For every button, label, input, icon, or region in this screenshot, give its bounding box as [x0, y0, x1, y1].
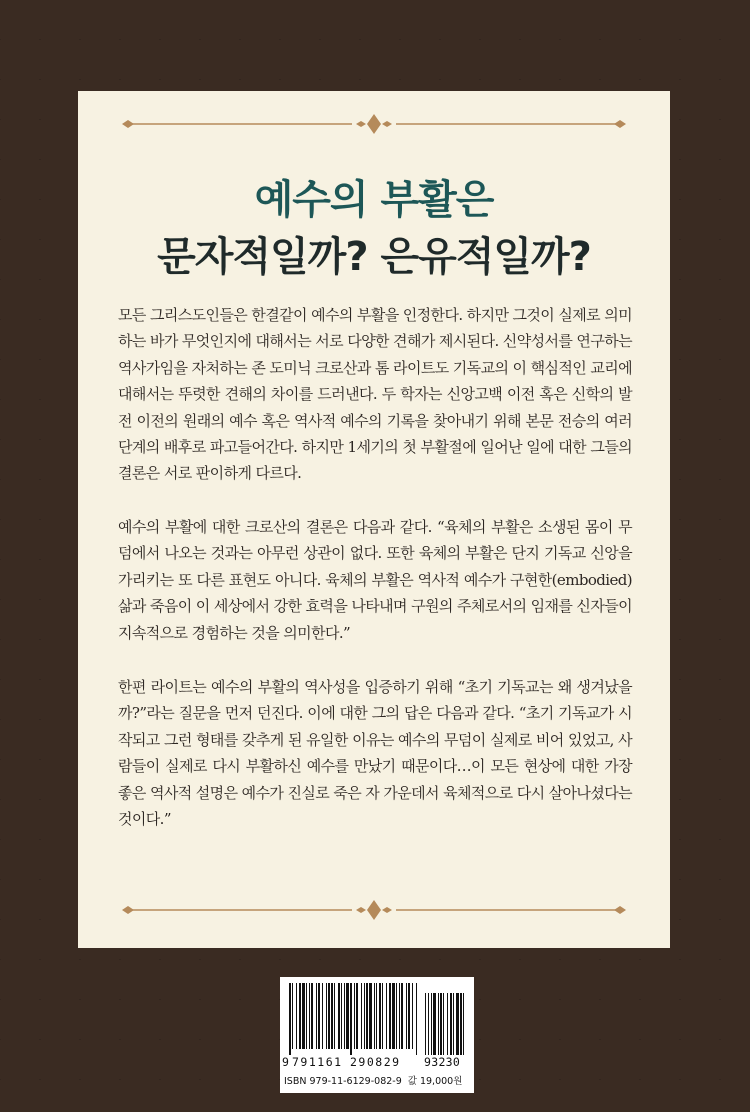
barcode-bar — [408, 983, 410, 1049]
isbn-number: ISBN 979-11-6129-082-9 — [284, 1076, 402, 1087]
barcode-bar — [326, 983, 327, 1049]
addon-bar — [443, 993, 444, 1055]
barcode-bar — [412, 983, 413, 1049]
price-label: 값 19,000원 — [407, 1076, 463, 1087]
barcode-bar — [401, 983, 403, 1049]
barcode-digits — [282, 1055, 472, 1069]
addon-bar — [450, 993, 452, 1055]
isbn-price-line — [284, 1073, 474, 1087]
barcode-bar — [369, 983, 372, 1049]
barcode-lead-digit: 9 — [282, 1055, 290, 1069]
barcode-bar — [302, 983, 305, 1049]
addon-bar — [456, 993, 459, 1055]
bottom-ornament-divider — [120, 898, 628, 922]
barcode-bar — [344, 983, 345, 1049]
addon-bar — [463, 993, 464, 1055]
barcode-bar — [379, 983, 381, 1049]
barcode-bars — [287, 983, 467, 1055]
barcode-bar — [346, 983, 349, 1049]
back-cover-panel — [78, 91, 670, 948]
barcode-bar — [350, 983, 352, 1055]
barcode-bar — [366, 983, 368, 1049]
addon-bar — [453, 993, 454, 1055]
addon-bar — [433, 993, 436, 1055]
addon-bar — [438, 993, 439, 1055]
barcode-bar — [299, 983, 301, 1049]
barcode-bar — [406, 983, 407, 1049]
paragraph-1: 모든 그리스도인들은 한결같이 예수의 부활을 인정한다. 하지만 그것이 실제로 의미하는 바가 무엇인지에 대해서는 서로 다양한 견해가 제시된다. 신약성서를 연구하는 역사가임을 자처하는 존 도미닉 크로산과 톰 라이트도 기독교의 이 핵심적인 교리에 대해서는 뚜렷한 견해의 차이를 드러낸다. 두 학자는 신앙고백 이전 혹은 신학의 발전 이전의 원래의 예수 혹은 역사적 예수의 기록을 찾아내기 위해 본문 전승의 여러 단계의 배후로 파고들어간다. 하지만 1세기의 첫 부활절에 일어난 일에 대한 그들의 결론은 서로 판이하게 다르다. — [118, 306, 632, 483]
isbn-barcode — [280, 977, 474, 1093]
barcode-bar — [386, 983, 387, 1049]
barcode-bar — [296, 983, 297, 1049]
addon-bar — [460, 993, 462, 1055]
barcode-bar — [416, 983, 417, 1055]
barcode-bar — [292, 983, 293, 1049]
barcode-bar — [361, 983, 362, 1049]
title-line-2: 문자적일까? 은유적일까? — [157, 234, 591, 280]
barcode-bar — [318, 983, 320, 1049]
barcode-bar — [328, 983, 330, 1049]
paragraph-3: 한편 라이트는 예수의 부활의 역사성을 입증하기 위해 “초기 기독교는 왜 생겨났을까?”라는 질문을 먼저 던진다. 이에 대한 그의 답은 다음과 같다. “초기 기독교가 시작되고 그런 형태를 갖추게 된 유일한 이유는 예수의 무덤이 실제로 비어 있었고, 사람들이 실제로 다시 부활하신 예수를 만났기 때문이다…이 모든 현상에 대한 가장 좋은 역사적 설명은 예수가 진실로 죽은 자 가운데서 육체적으로 다시 살아나셨다는 것이다.” — [118, 678, 632, 829]
barcode-bar — [396, 983, 397, 1049]
barcode-bar — [374, 983, 375, 1049]
barcode-bar — [382, 983, 383, 1049]
barcode-left-digits: 791161 — [292, 1055, 343, 1069]
barcode-bar — [389, 983, 391, 1049]
barcode-bar — [376, 983, 377, 1049]
barcode-bar — [306, 983, 307, 1049]
top-ornament-divider — [120, 112, 628, 136]
barcode-bar — [316, 983, 317, 1049]
barcode-bar — [392, 983, 395, 1049]
addon-bar — [440, 993, 442, 1055]
barcode-bar — [356, 983, 358, 1049]
addon-bar — [428, 993, 429, 1055]
barcode-bar — [364, 983, 365, 1049]
title-line-1: 예수의 부활은 — [254, 177, 494, 223]
barcode-right-digits: 290829 — [350, 1055, 401, 1069]
barcode-bar — [309, 983, 310, 1049]
barcode-bar — [399, 983, 400, 1049]
barcode-bar — [338, 983, 340, 1049]
barcode-bar — [331, 983, 333, 1049]
paragraph-2: 예수의 부활에 대한 크로산의 결론은 다음과 같다. “육체의 부활은 소생된 몸이 무덤에서 나오는 것과는 아무런 상관이 없다. 또한 육체의 부활은 단지 기독교 신앙을 가리키는 또 다른 표현도 아니다. 육체의 부활은 역사적 예수가 구현한(embodied) 삶과 죽음이 이 세상에서 강한 효력을 나타내며 구원의 주체로서의 임재를 신자들이 지속적으로 경험하는 것을 의미한다.” — [118, 518, 632, 642]
barcode-bar — [341, 983, 342, 1049]
addon-bar — [425, 993, 426, 1055]
barcode-bar — [334, 983, 335, 1049]
barcode-bar — [354, 983, 355, 1049]
addon-bar — [447, 993, 448, 1055]
barcode-bar — [289, 983, 291, 1055]
addon-bar — [431, 993, 432, 1055]
barcode-addon-digits: 93230 — [424, 1055, 461, 1069]
barcode-bar — [311, 983, 313, 1049]
barcode-bar — [322, 983, 323, 1049]
